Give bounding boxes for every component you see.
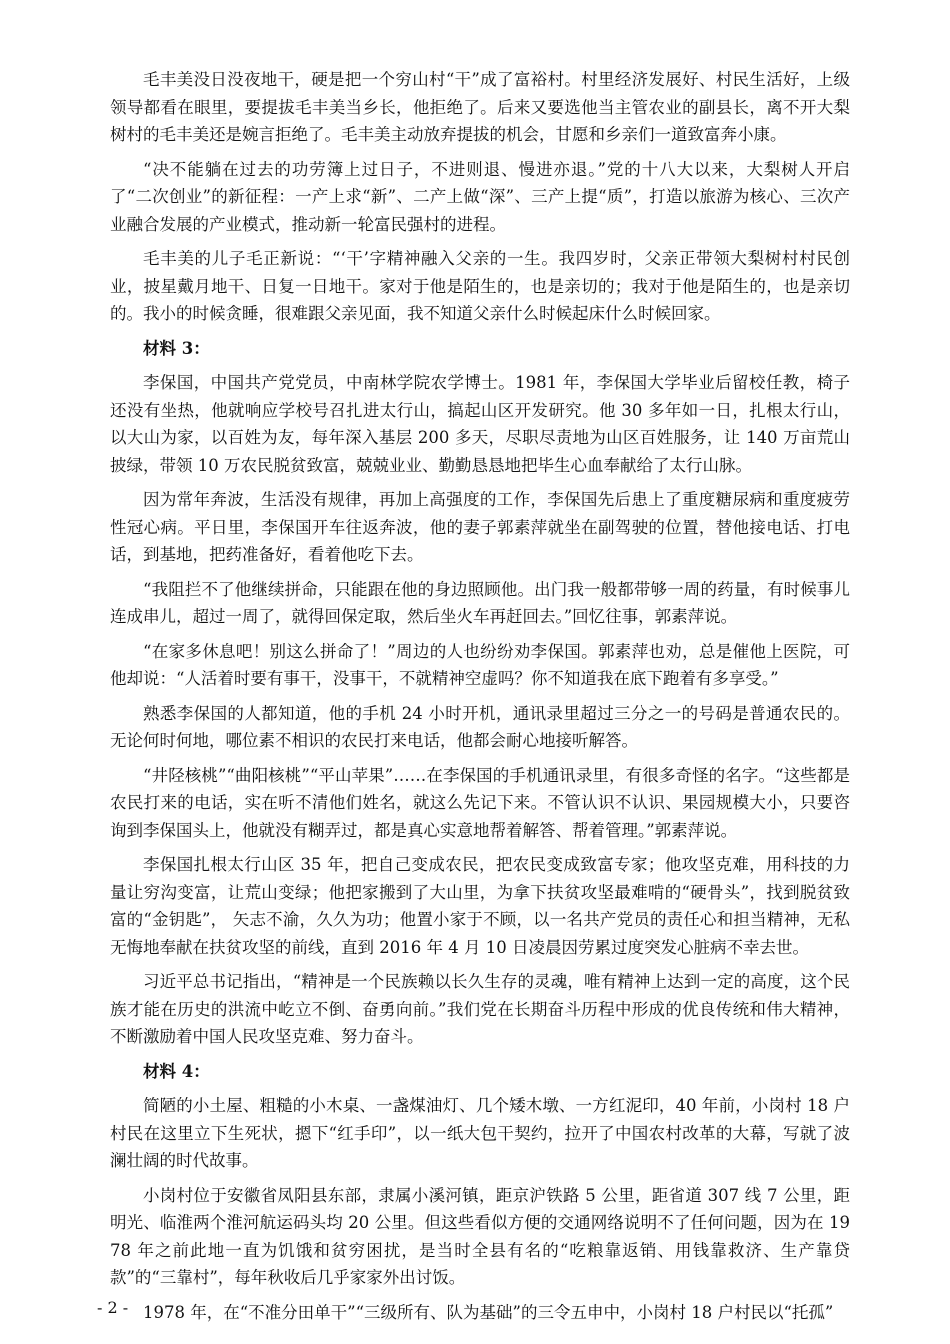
- paragraph-xiaogang-location: 小岗村位于安徽省凤阳县东部，隶属小溪河镇，距京沪铁路 5 公里，距省道 307 线 7 公里，距明光、临淮两个淮河航运码头均 20 公里。但这些看似方便的交通网络说明不了任何问题，因为在 1978 年之前此地一直为饥饿和贫穷困扰，是当时全县有名的“吃粮靠返销、用钱靠救济、生产靠贷款”的“三靠村”，每年秋收后几乎家家外出讨饭。: [110, 1185, 850, 1287]
- paragraph-1978-contract: 1978 年，在“不准分田单干”“三级所有、队为基础”的三令五申中，小岗村 18 户村民以“托孤”: [143, 1302, 834, 1322]
- paragraph-son-recollection: 毛丰美的儿子毛正新说：“‘干’字精神融入父亲的一生。我四岁时，父亲正带领大梨树村村民创业，披星戴月地干、日复一日地干。家对于他是陌生的，也是亲切的；我对于他是陌生的，也是亲切的。我小的时候贪睡，很难跟父亲见面，我不知道父亲什么时候起床什么时候回家。: [110, 249, 850, 323]
- paragraph-xiaogang-red-fingerprints: 简陋的小土屋、粗糙的小木桌、一盏煤油灯、几个矮木墩、一方红泥印，40 年前，小岗村 18 户村民在这里立下生死状，摁下“红手印”，以一纸大包干契约，拉开了中国农村改革的大幕，写就了波澜壮阔的时代故事。: [110, 1096, 850, 1170]
- paragraph-advice-to-rest: “在家多休息吧！别这么拼命了！”周边的人也纷纷劝李保国。郭素萍也劝，总是催他上医院，可他却说：“人活着时要有事干，没事干，不就精神空虚吗？你不知道我在底下跑着有多享受。”: [110, 641, 850, 688]
- document-body: [110, 66, 850, 1333]
- paragraph-contact-names: “井陉核桃”“曲阳核桃”“平山苹果”……在李保国的手机通讯录里，有很多奇怪的名字。“这些都是农民打来的电话，实在听不清他们姓名，就这么先记下来。不管认识不认识、果园规模大小，只要咨询到李保国头上，他就没有糊弄过，都是真心实意地帮着解答、帮着管理。”郭素萍说。: [110, 765, 850, 840]
- paragraph-wife-quote: “我阻拦不了他继续拼命，只能跟在他的身边照顾他。出门我一般都带够一周的药量，有时候事儿连成串儿，超过一周了，就得回保定取，然后坐火车再赶回去。”回忆往事，郭素萍说。: [110, 579, 850, 626]
- paragraph-li-baoguo-intro: 李保国，中国共产党党员，中南林学院农学博士。1981 年，李保国大学毕业后留校任教，椅子还没有坐热，他就响应学校号召扎进太行山，搞起山区开发研究。他 30 多年如一日，扎根太行山，以大山为家，以百姓为友，每年深入基层 200 多天，尽职尽责地为山区百姓服务，让 140 万亩荒山披绿，带领 10 万农民脱贫致富，兢兢业业、勤勤恳恳地把毕生心血奉献给了太行山脉。: [110, 373, 850, 475]
- section-heading-material-3: 材料 3：: [143, 338, 210, 358]
- paragraph-mao-fengmei-refuses-promotion: 毛丰美没日没夜地干，硬是把一个穷山村“干”成了富裕村。村里经济发展好、村民生活好，上级领导都看在眼里，要提拔毛丰美当乡长，他拒绝了。后来又要选他当主管农业的副县长，离不开大梨树村的毛丰美还是婉言拒绝了。毛丰美主动放弃提拔的机会，甘愿和乡亲们一道致富奔小康。: [110, 70, 850, 144]
- paragraph-phone-always-on: 熟悉李保国的人都知道，他的手机 24 小时开机，通讯录里超过三分之一的号码是普通农民的。无论何时何地，哪位素不相识的农民打来电话，他都会耐心地接听解答。: [110, 703, 850, 750]
- paragraph-35-years-taihang: 李保国扎根太行山区 35 年，把自己变成农民，把农民变成致富专家；他攻坚克难，用科技的力量让穷沟变富，让荒山变绿；他把家搬到了大山里，为拿下扶贫攻坚最难啃的“硬骨头”，找到脱贫致富的“金钥匙”， 矢志不渝，久久为功；他置小家于不顾，以一名共产党员的责任心和担当精神，无私无悔地奉献在扶贫攻坚的前线，直到 2016 年 4 月 10 日凌晨因劳累过度突发心脏病不幸去世。: [110, 855, 850, 957]
- paragraph-second-entrepreneurship: “决不能躺在过去的功劳簿上过日子，不进则退、慢进亦退。”党的十八大以来，大梨树人开启了“二次创业”的新征程：一产上求“新”、二产上做“深”、三产上提“质”，打造以旅游为核心、三次产业融合发展的产业模式，推动新一轮富民强村的进程。: [110, 159, 850, 234]
- paragraph-xi-quote-spirit: 习近平总书记指出，“精神是一个民族赖以长久生存的灵魂，唯有精神上达到一定的高度，这个民族才能在历史的洪流中屹立不倒、奋勇向前。”我们党在长期奋斗历程中形成的优良传统和伟大精神，不断激励着中国人民攻坚克难、努力奋斗。: [110, 972, 850, 1046]
- page-number: - 2 -: [97, 1298, 129, 1317]
- section-heading-material-4: 材料 4：: [143, 1061, 210, 1081]
- paragraph-li-baoguo-illness: 因为常年奔波，生活没有规律，再加上高强度的工作，李保国先后患上了重度糖尿病和重度疲劳性冠心病。平日里，李保国开车往返奔波，他的妻子郭素萍就坐在副驾驶的位置，替他接电话、打电话，到基地，把药准备好，看着他吃下去。: [110, 490, 850, 564]
